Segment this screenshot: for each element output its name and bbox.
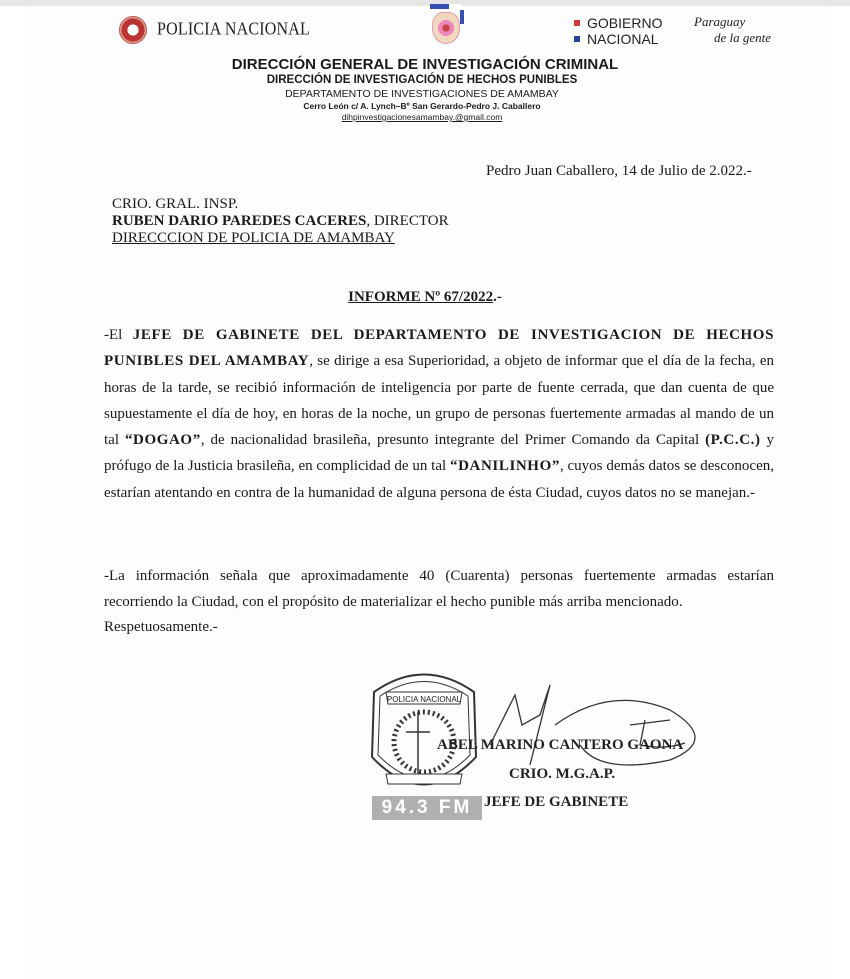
svg-text:POLICIA NACIONAL: POLICIA NACIONAL <box>386 695 462 704</box>
addressee-department: DIRECCCION DE POLICIA DE AMAMBAY <box>112 230 395 246</box>
letterhead-line-2: DIRECCIÓN DE INVESTIGACIÓN DE HECHOS PUNIBLES <box>266 74 578 86</box>
radio-watermark: 94.3 FM <box>372 796 482 820</box>
signature-scribble <box>470 665 710 775</box>
signatory-name: ABEL MARINO CANTERO GAONA <box>437 737 684 753</box>
signatory-title: JEFE DE GABINETE <box>484 794 629 810</box>
date-line: Pedro Juan Caballero, 14 de Julio de 2.022.- <box>486 163 752 179</box>
police-seal-icon <box>119 16 147 44</box>
report-title: INFORME Nº 67/2022.- <box>348 289 502 305</box>
closing: Respetuosamente.- <box>104 618 218 635</box>
police-logo-text: POLICIA NACIONAL <box>157 19 310 39</box>
policia-nacional-logo <box>119 16 310 44</box>
national-coat-of-arms-icon <box>430 4 462 42</box>
paraguay-slogan: Paraguay de la gente <box>694 14 772 45</box>
letterhead-line-1: DIRECCIÓN GENERAL DE INVESTIGACIÓN CRIMINAL <box>231 56 619 73</box>
letterhead-line-3: DEPARTAMENTO DE INVESTIGACIONES DE AMAMBAY <box>285 88 559 100</box>
red-square-icon <box>574 20 580 26</box>
addressee-role: , DIRECTOR <box>366 213 449 229</box>
addressee-block <box>112 196 449 247</box>
report-paragraph-1: -El JEFE DE GABINETE DEL DEPARTAMENTO DE INVESTIGACION DE HECHOS PUNIBLES DEL AMAMBAY, se dirige a esa Superioridad, a objeto de informar que el día de la fecha, en horas de la tarde, se recibió información de inteligencia por parte de fuente cerrada, que dan cuenta de que supuestamente el día de hoy, en horas de la noche, un grupo de personas fuertemente armadas al mando de un tal “DOGAO”, de nacionalidad brasileña, presunto integrante del Primer Comando da Capital (P.C.C.) y prófugo de la Justicia brasileña, en complicidad de un tal “DANILINHO”, cuyos demás datos se desconocen, estarían atentando en contra de la humanidad de alguna persona de ésta Ciudad, cuyos datos no se manejan.- <box>104 327 775 501</box>
addressee-name: RUBEN DARIO PAREDES CACERES <box>112 213 367 229</box>
addressee-rank: CRIO. GRAL. INSP. <box>112 196 239 212</box>
police-stamp-icon <box>364 662 484 804</box>
signatory-rank: CRIO. M.G.A.P. <box>509 766 616 782</box>
letterhead-email: dihpinvestigacionesamambay.@gmail.com <box>341 112 503 122</box>
report-paragraph-2: -La información señala que aproximadamente 40 (Cuarenta) personas fuertemente armadas estarían recorriendo la Ciudad, con el propósito de materializar el hecho punible más arriba mencionado. Respetuosamente.- <box>104 563 774 640</box>
blue-square-icon <box>574 36 580 42</box>
letterhead-address: Cerro León c/ A. Lynch–Bº San Gerardo-Pedro J. Caballero <box>303 101 541 111</box>
gobierno-nacional-logo: GOBIERNO NACIONAL <box>574 15 662 47</box>
